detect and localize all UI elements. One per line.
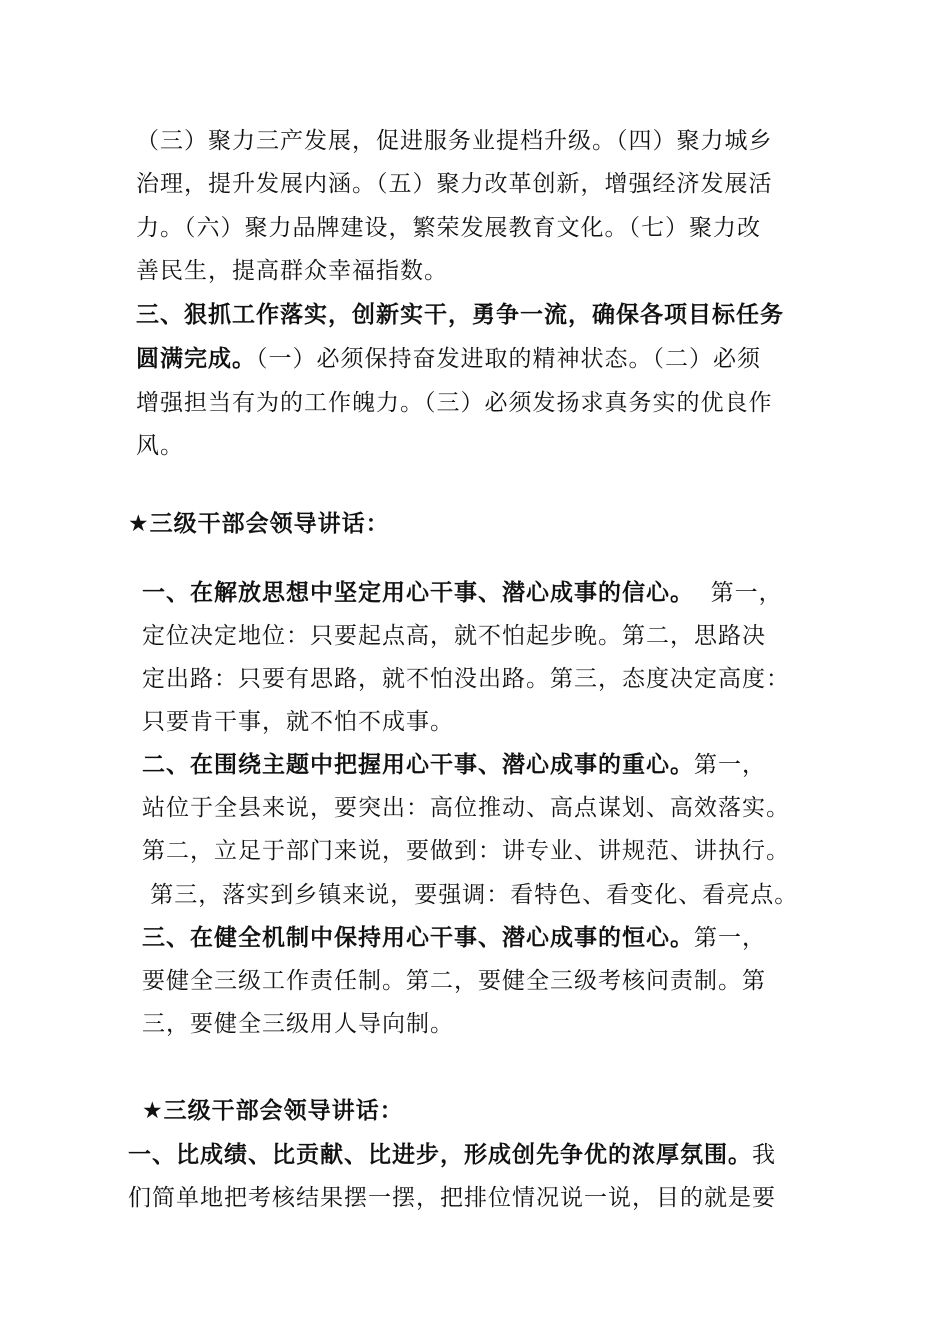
body-text-line: 力。（六）聚力品牌建设，繁荣发展教育文化。（七）聚力改	[136, 215, 761, 241]
body-text-line	[142, 923, 766, 953]
body-text-line: 只要肯干事，就不怕不成事。	[142, 709, 454, 735]
body-text-line: 第三，落实到乡镇来说，要强调：看特色、看变化、看亮点。	[142, 882, 799, 908]
point-heading: 一、在解放思想中坚定用心干事、潜心成事的信心。	[142, 580, 694, 606]
body-text: 第一，	[694, 752, 766, 778]
body-text-line: 增强担当有为的工作魄力。（三）必须发扬求真务实的优良作	[136, 390, 773, 416]
body-text-line: （三）聚力三产发展，促进服务业提档升级。（四）聚力城乡	[136, 128, 773, 154]
body-text-line: 风。	[136, 433, 184, 459]
body-text-line	[136, 344, 761, 374]
body-text: 我	[752, 1142, 776, 1168]
body-text-line: 三，要健全三级用人导向制。	[142, 1011, 454, 1037]
body-text: 第一，	[694, 580, 783, 606]
body-text-line: 善民生，提高群众幸福指数。	[136, 258, 448, 284]
body-text-line	[142, 750, 766, 780]
section-heading-end: 圆满完成。	[136, 346, 256, 372]
point-heading: 二、在围绕主题中把握用心干事、潜心成事的重心。	[142, 752, 694, 778]
speech-heading: ★三级干部会领导讲话：	[128, 511, 390, 537]
body-text: （一）必须保持奋发进取的精神状态。（二）必须	[256, 346, 761, 372]
body-text: 第一，	[694, 925, 766, 951]
body-text-line: 治理，提升发展内涵。（五）聚力改革创新，增强经济发展活	[136, 171, 773, 197]
body-text-line: 定位决定地位：只要起点高，就不怕起步晚。第二，思路决	[142, 623, 766, 649]
point-heading: 三、在健全机制中保持用心干事、潜心成事的恒心。	[142, 925, 694, 951]
body-text-line	[128, 1140, 776, 1170]
speech-heading: ★三级干部会领导讲话：	[142, 1098, 404, 1124]
body-text-line: 们简单地把考核结果摆一摆，把排位情况说一说，目的就是要	[128, 1185, 776, 1211]
body-text-line	[142, 578, 783, 608]
body-text-line: 定出路：只要有思路，就不怕没出路。第三，态度决定高度：	[142, 666, 790, 692]
body-text-line: 站位于全县来说，要突出：高位推动、高点谋划、高效落实。	[142, 795, 790, 821]
body-text-line: 第二，立足于部门来说，要做到：讲专业、讲规范、讲执行。	[142, 838, 790, 864]
body-text-line: 要健全三级工作责任制。第二，要健全三级考核问责制。第	[142, 968, 766, 994]
point-heading: 一、比成绩、比贡献、比进步，形成创先争优的浓厚氛围。	[128, 1142, 752, 1168]
section-heading: 三、狠抓工作落实，创新实干，勇争一流，确保各项目标任务	[136, 302, 784, 328]
